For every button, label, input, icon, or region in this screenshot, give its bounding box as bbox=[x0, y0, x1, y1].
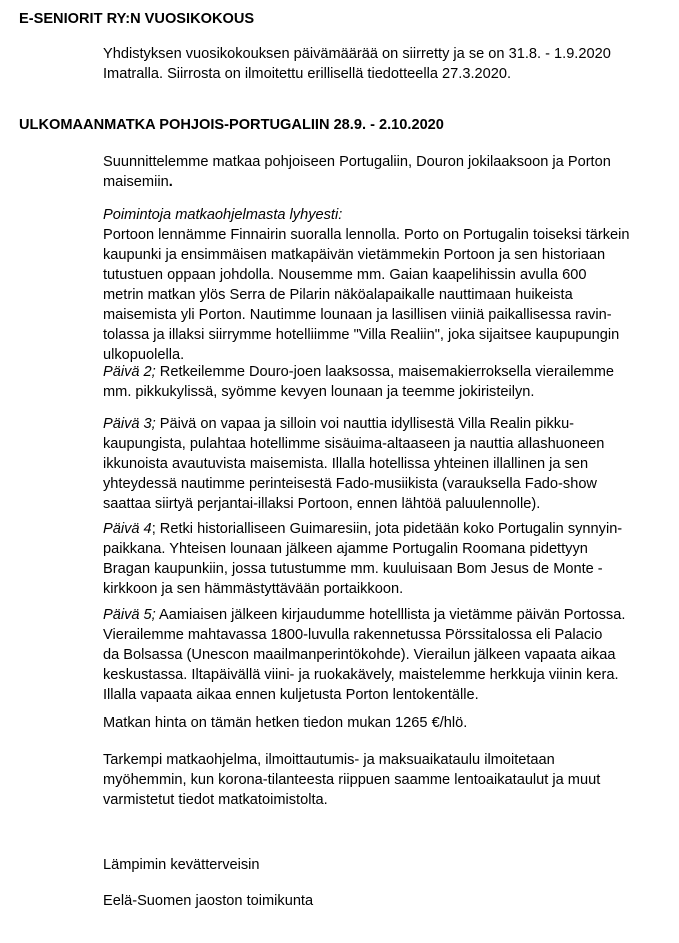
day-label: Päivä 5; bbox=[103, 607, 156, 623]
day3-paragraph bbox=[103, 414, 673, 514]
text-line: Yhdistyksen vuosikokouksen päivämäärää on siirretty ja se on 31.8. - 1.9.2020 bbox=[103, 46, 611, 62]
text-line: saattaa siirtyä perjantai-illaksi Portoon, ennen lähtöä paluulennolle). bbox=[103, 496, 541, 512]
text-line: da Bolsassa (Unescon maailmanperintökohde). Vierailun jälkeen vapaata aikaa bbox=[103, 647, 616, 663]
day-label: Päivä 4 bbox=[103, 521, 152, 537]
day2-paragraph bbox=[103, 362, 673, 402]
text-segment: . bbox=[168, 174, 173, 190]
text-line: tolassa ja illaksi siirrymme hotelliimme "Villa Realiin", joka sijaitsee kaupupungin bbox=[103, 327, 620, 343]
signature: Eelä-Suomen jaoston toimikunta bbox=[103, 893, 314, 909]
text-line: Vierailemme mahtavassa 1800-luvulla rakennetussa Pörssitalossa eli Palacio bbox=[103, 627, 603, 643]
text-line bbox=[103, 172, 673, 192]
text-line: Bragan kaupunkiin, jossa tutustumme mm. kuuluisaan Bom Jesus de Monte - bbox=[103, 561, 603, 577]
text-line: ulkopuolella. bbox=[103, 347, 185, 363]
day-label: Päivä 3; bbox=[103, 416, 156, 432]
text-segment: Aamiaisen jälkeen kirjaudumme hotelllista ja vietämme päivän Portossa. bbox=[155, 607, 626, 623]
text-line: Portoon lennämme Finnairin suoralla lennolla. Porto on Portugalin toiseksi tärkein bbox=[103, 227, 630, 243]
text-line bbox=[103, 414, 673, 434]
section-heading-trip: ULKOMAANMATKA POHJOIS-PORTUGALIIN 28.9. - 2.10.2020 bbox=[19, 117, 444, 133]
text-line: Tarkempi matkaohjelma, ilmoittautumis- ja maksuaikataulu ilmoitetaan bbox=[103, 752, 555, 768]
text-segment: maisemiin bbox=[103, 174, 169, 190]
meeting-paragraph bbox=[103, 44, 673, 84]
day4-paragraph bbox=[103, 519, 673, 599]
text-line: kaupungista, pulahtaa hotellimme sisäuima-altaaseen ja nauttia allashuoneen bbox=[103, 436, 605, 452]
day1-paragraph bbox=[103, 205, 673, 365]
text-line bbox=[103, 362, 673, 382]
text-line: kirkkoon ja sen hämmästyttävään portaikkoon. bbox=[103, 581, 404, 597]
text-line: metrin matkan ylös Serra de Pilarin näköalapaikalle nauttimaan huikeista bbox=[103, 287, 573, 303]
text-line: maisemista yli Porton. Nautimme lounaan ja lasillisen viiniä paikallisessa ravin- bbox=[103, 307, 612, 323]
text-line bbox=[103, 519, 673, 539]
text-line: ikkunoista avautuvista maisemista. Illalla hotellissa yhteinen illallinen ja sen bbox=[103, 456, 589, 472]
text-line: Imatralla. Siirrosta on ilmoitettu erillisellä tiedotteella 27.3.2020. bbox=[103, 66, 512, 82]
trip-intro-paragraph bbox=[103, 152, 673, 192]
day5-paragraph bbox=[103, 605, 673, 705]
text-line bbox=[103, 605, 673, 625]
greeting: Lämpimin kevätterveisin bbox=[103, 857, 260, 873]
text-segment: Retkeilemme Douro-joen laaksossa, maisemakierroksella vierailemme bbox=[155, 364, 614, 380]
text-line: mm. pikkukylissä, syömme kevyen lounaan ja teemme jokiristeilyn. bbox=[103, 384, 535, 400]
details-paragraph bbox=[103, 750, 673, 810]
text-line: Illalla vapaata aikaa ennen kuljetusta Porton lentokentälle. bbox=[103, 687, 479, 703]
day-label: Päivä 2; bbox=[103, 364, 156, 380]
text-line: kaupunki ja ensimmäisen matkapäivän vietämmekin Portoon ja sen historiaan bbox=[103, 247, 606, 263]
price-paragraph: Matkan hinta on tämän hetken tiedon mukan 1265 €/hlö. bbox=[103, 715, 468, 731]
text-line: varmistetut tiedot matkatoimistolta. bbox=[103, 792, 328, 808]
text-line: keskustassa. Iltapäivällä viini- ja ruokakävely, maistelemme herkkuja viinin kera. bbox=[103, 667, 619, 683]
text-line: paikkana. Yhteisen lounaan jälkeen ajamme Portugalin Roomana pidettyyn bbox=[103, 541, 588, 557]
text-line: yhteydessä nautimme perinteisestä Fado-musiikista (varauksella Fado-show bbox=[103, 476, 597, 492]
text-segment: ; Retki historialliseen Guimaresiin, jota pidetään koko Portugalin synnyin- bbox=[151, 521, 623, 537]
text-line: myöhemmin, kun korona-tilanteesta riippuen saamme lentoaikataulut ja muut bbox=[103, 772, 601, 788]
section-heading-annual-meeting: E-SENIORIT RY:N VUOSIKOKOUS bbox=[19, 11, 255, 27]
text-line: tutustuen oppaan johdolla. Nousemme mm. Gaian kaapelihissin avulla 600 bbox=[103, 267, 587, 283]
program-subtitle: Poimintoja matkaohjelmasta lyhyesti: bbox=[103, 207, 343, 223]
text-line: Suunnittelemme matkaa pohjoiseen Portugaliin, Douron jokilaaksoon ja Porton bbox=[103, 154, 611, 170]
text-segment: Päivä on vapaa ja silloin voi nauttia idyllisestä Villa Realin pikku- bbox=[155, 416, 575, 432]
